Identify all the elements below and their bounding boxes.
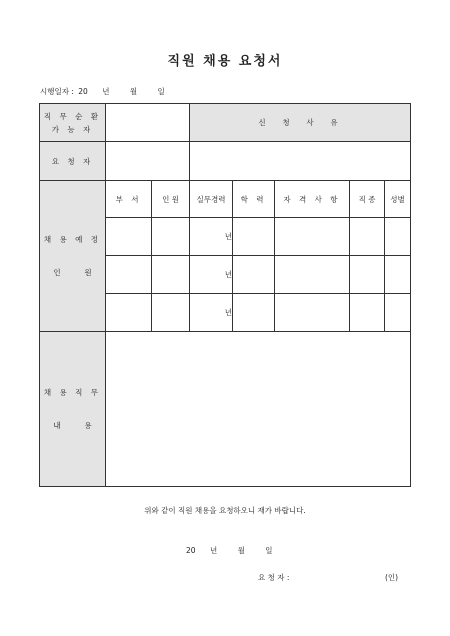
issue-date-line [40, 86, 165, 97]
hiring-request-table [39, 103, 411, 487]
col-header-gender: 성별 [385, 181, 411, 218]
issue-day-unit: 일 [157, 87, 165, 96]
applicant-order-label-cell [40, 104, 106, 142]
col-header-headcount: 인 원 [152, 181, 190, 218]
footer-seal: (인) [385, 573, 399, 582]
planned-hire-label-cell [40, 181, 106, 332]
job-content-label-line2: 내 용 [53, 421, 92, 430]
issue-year-unit: 년 [102, 87, 110, 96]
department-input-1[interactable] [106, 218, 152, 256]
request-reason-input[interactable] [190, 142, 411, 181]
job-content-input[interactable] [106, 332, 411, 487]
planned-hire-label-line2: 인 원 [53, 268, 92, 277]
document-title: 직원 채용 요청서 [167, 54, 283, 69]
footer-date-line [186, 545, 272, 556]
request-reason-header [190, 104, 411, 142]
request-statement: 위와 같이 직원 채용을 요청하오니 재가 바랍니다. [144, 506, 306, 515]
footer-month-unit: 월 [237, 546, 245, 555]
col-header-experience: 실무경력 [190, 181, 233, 218]
qualification-input-2[interactable] [275, 256, 350, 294]
headcount-input-2[interactable] [152, 256, 190, 294]
experience-input-1[interactable]: 년 [190, 218, 233, 256]
experience-input-3[interactable]: 년 [190, 294, 233, 332]
gender-input-3[interactable] [385, 294, 411, 332]
job-type-input-1[interactable] [350, 218, 385, 256]
col-header-job-type: 직 종 [350, 181, 385, 218]
education-input-1[interactable] [233, 218, 275, 256]
education-input-3[interactable] [233, 294, 275, 332]
col-header-education: 학 력 [233, 181, 275, 218]
gender-input-2[interactable] [385, 256, 411, 294]
footer-day-unit: 일 [265, 546, 273, 555]
request-reason-label: 신 청 사 유 [258, 118, 342, 127]
issue-date-label: 시행일자 : [40, 87, 74, 96]
applicant-order-label-line2: 가 능 자 [51, 124, 94, 134]
headcount-input-1[interactable] [152, 218, 190, 256]
col-header-department: 부 서 [106, 181, 152, 218]
requester-input[interactable] [106, 142, 190, 181]
qualification-input-1[interactable] [275, 218, 350, 256]
job-content-label-line1: 채 용 직 무 [43, 388, 102, 397]
footer-requester-label: 요 청 자 : [258, 573, 290, 582]
footer-year-unit: 년 [209, 546, 218, 555]
footer-year-prefix: 20 [186, 546, 196, 555]
applicant-order-label-line1: 직 무 순 환 [43, 111, 102, 121]
col-header-qualification: 자 격 사 항 [275, 181, 350, 218]
job-type-input-2[interactable] [350, 256, 385, 294]
job-content-label-cell [40, 332, 106, 487]
department-input-3[interactable] [106, 294, 152, 332]
issue-year-prefix: 20 [78, 87, 88, 96]
applicant-order-input[interactable] [106, 104, 190, 142]
qualification-input-3[interactable] [275, 294, 350, 332]
job-type-input-3[interactable] [350, 294, 385, 332]
experience-input-2[interactable]: 년 [190, 256, 233, 294]
requester-label: 요 청 자 [40, 142, 106, 181]
issue-month-unit: 월 [129, 87, 138, 96]
education-input-2[interactable] [233, 256, 275, 294]
planned-hire-label-line1: 채 용 예 정 [43, 235, 102, 244]
gender-input-1[interactable] [385, 218, 411, 256]
department-input-2[interactable] [106, 256, 152, 294]
headcount-input-3[interactable] [152, 294, 190, 332]
